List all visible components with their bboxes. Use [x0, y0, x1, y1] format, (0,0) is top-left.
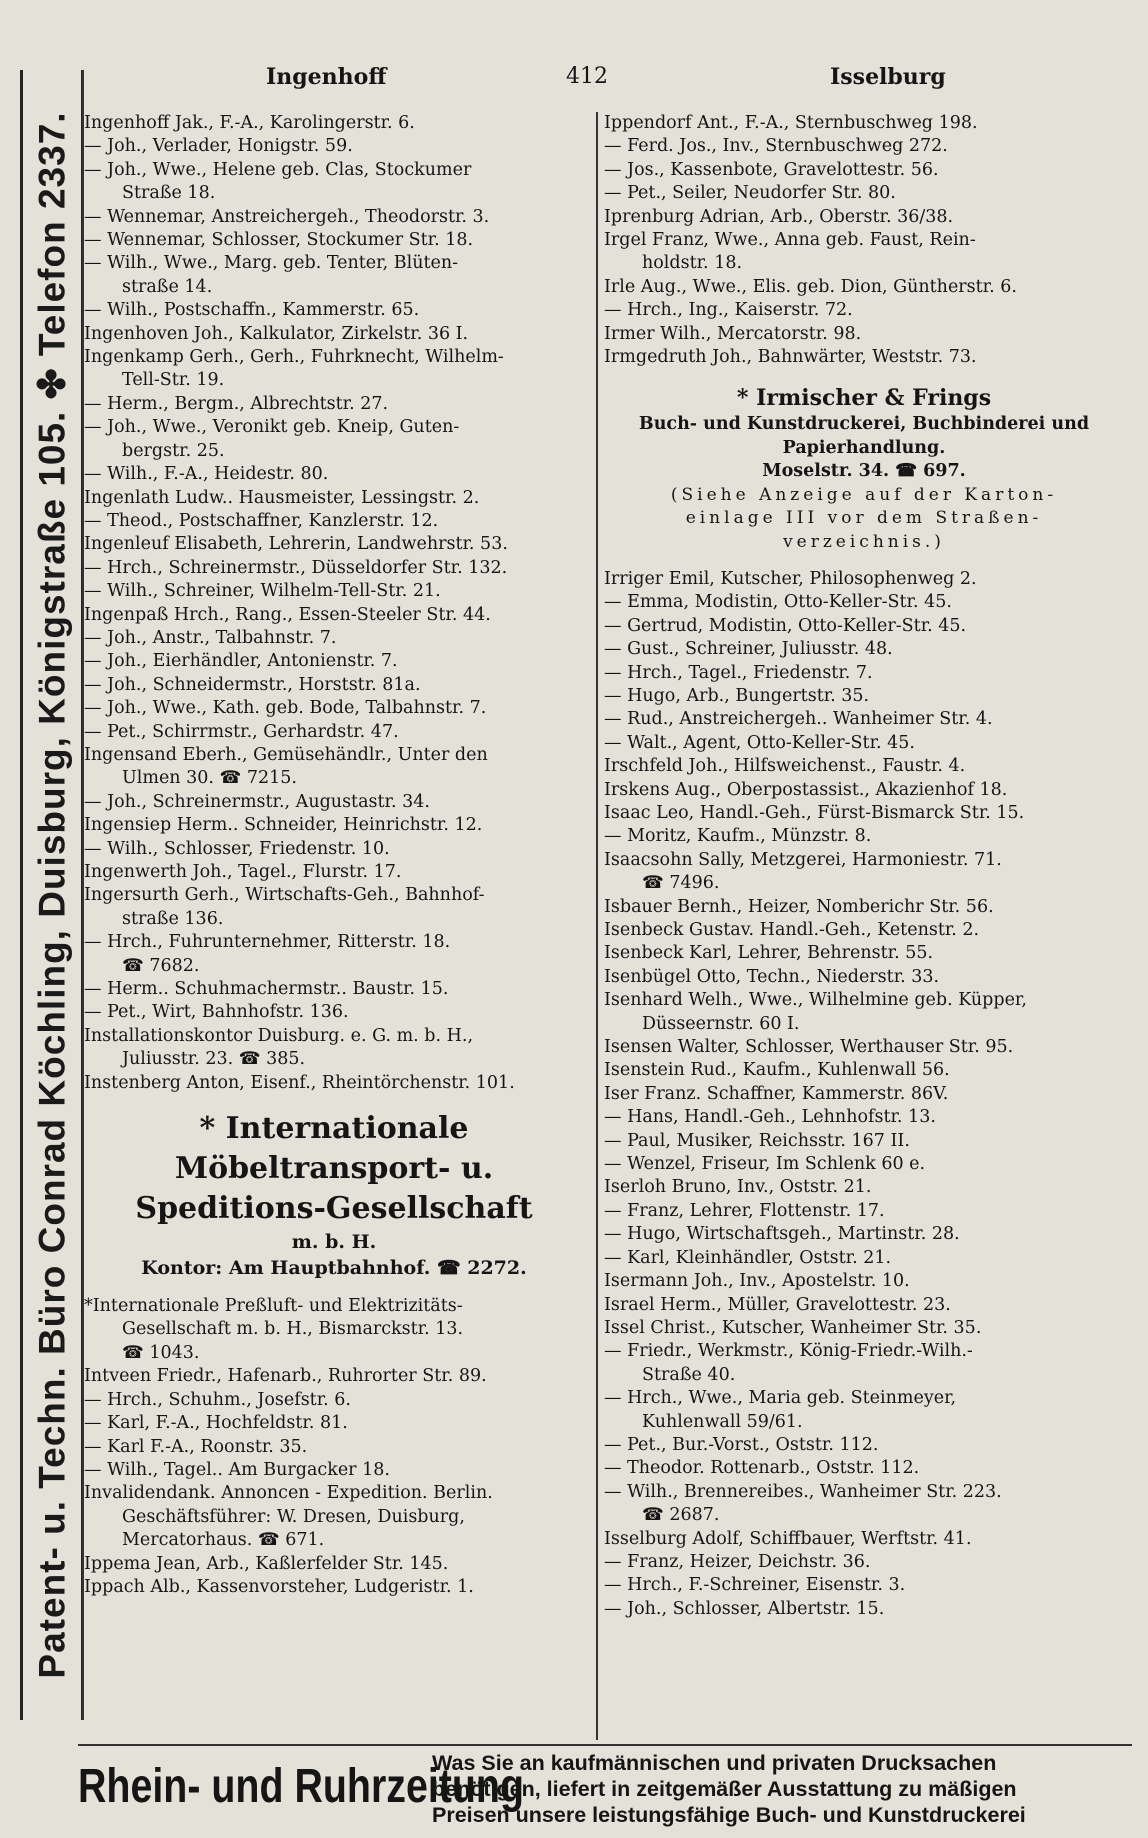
directory-entry: Irschfeld Joh., Hilfsweichenst., Faustr. 4.	[604, 756, 966, 777]
directory-entry: Isenbeck Karl, Lehrer, Behrenstr. 55.	[604, 943, 934, 964]
directory-entry: Ingenpaß Hrch., Rang., Essen-Steeler Str. 44.	[84, 604, 491, 625]
column-divider	[596, 112, 598, 1740]
directory-entry: Juliusstr. 23. ☎ 385.	[122, 1049, 306, 1070]
directory-entry: — Joh., Verlader, Honigstr. 59.	[84, 136, 353, 157]
directory-entry: — Hugo, Arb., Bungertstr. 35.	[604, 685, 870, 706]
right-entry-list-2	[604, 568, 1124, 1621]
directory-entry: Isselburg Adolf, Schiffbauer, Werftstr. 41.	[604, 1528, 972, 1549]
directory-entry: Ingensiep Herm.. Schneider, Heinrichstr. 12.	[84, 815, 483, 836]
directory-entry: — Hrch., Fuhrunternehmer, Ritterstr. 18.	[84, 932, 451, 953]
directory-entry: — Herm.. Schuhmachermstr.. Baustr. 15.	[84, 979, 449, 1000]
right-ad-line: * Irmischer & Frings	[736, 385, 992, 412]
directory-entry: — Walt., Agent, Otto-Keller-Str. 45.	[604, 732, 915, 753]
directory-entry: — Wilh., Wwe., Marg. geb. Tenter, Blüten-	[84, 253, 459, 274]
directory-entry: Iserloh Bruno, Inv., Oststr. 21.	[604, 1177, 872, 1198]
directory-entry: Instenberg Anton, Eisenf., Rheintörchenstr. 101.	[84, 1072, 515, 1093]
directory-entry: — Joh., Eierhändler, Antonienstr. 7.	[84, 651, 398, 672]
directory-entry: ☎ 1043.	[122, 1342, 200, 1363]
directory-entry: — Hrch., Tagel., Friedenstr. 7.	[604, 662, 873, 683]
directory-entry: — Wennemar, Schlosser, Stockumer Str. 18.	[84, 230, 474, 251]
side-ad-text: Patent- u. Techn. Büro Conrad Köchling, Duisburg, Königstraße 105. ✤ Telefon 2337.	[31, 111, 73, 1679]
directory-entry: — Hrch., F.-Schreiner, Eisenstr. 3.	[604, 1575, 906, 1596]
directory-entry: — Franz, Lehrer, Flottenstr. 17.	[604, 1200, 885, 1221]
directory-entry: — Hrch., Ing., Kaiserstr. 72.	[604, 300, 853, 321]
directory-entry: — Joh., Schneidermstr., Horststr. 81a.	[84, 674, 421, 695]
directory-entry: ☎ 7682.	[122, 955, 200, 976]
directory-entry: — Joh., Schlosser, Albertstr. 15.	[604, 1598, 885, 1619]
directory-entry: Ingenlath Ludw.. Hausmeister, Lessingstr. 2.	[84, 487, 480, 508]
directory-entry: Isbauer Bernh., Heizer, Nomberichr Str. 56.	[604, 896, 994, 917]
directory-entry: — Ferd. Jos., Inv., Sternbuschweg 272.	[604, 136, 948, 157]
directory-entry: Installationskontor Duisburg. e. G. m. b. H.,	[84, 1025, 474, 1046]
directory-entry: Straße 18.	[122, 183, 216, 204]
directory-entry: Geschäftsführer: W. Dresen, Duisburg,	[122, 1506, 465, 1527]
directory-entry: — Moritz, Kaufm., Münzstr. 8.	[604, 826, 872, 847]
directory-entry: Kuhlenwall 59/61.	[642, 1411, 803, 1432]
directory-entry: Israel Herm., Müller, Gravelottestr. 23.	[604, 1294, 951, 1315]
left-advertisement	[84, 1109, 584, 1281]
directory-entry: straße 136.	[122, 908, 224, 929]
bottom-advertisement	[78, 1744, 1132, 1832]
left-ad-line: Speditions-Gesellschaft	[135, 1191, 533, 1227]
directory-entry: Ingersurth Gerh., Wirtschafts-Geh., Bahnhof-	[84, 885, 485, 906]
directory-entry: Irskens Aug., Oberpostassist., Akazienhof 18.	[604, 779, 1008, 800]
directory-entry: — Karl F.-A., Roonstr. 35.	[84, 1436, 308, 1457]
directory-entry: — Pet., Wirt, Bahnhofstr. 136.	[84, 1002, 349, 1023]
directory-entry: — Joh., Wwe., Helene geb. Clas, Stockumer	[84, 159, 472, 180]
header-left-keyword: Ingenhoff	[266, 64, 387, 90]
right-ad-line: Buch- und Kunstdruckerei, Buchbinderei und	[638, 414, 1090, 435]
right-entry-list	[604, 112, 1124, 369]
directory-entry: Irmgedruth Joh., Bahnwärter, Weststr. 73.	[604, 347, 977, 368]
directory-entry: — Hrch., Schreinermstr., Düsseldorfer Str. 132.	[84, 557, 508, 578]
newspaper-logo: Rhein- und Ruhrzeitung	[78, 1760, 525, 1813]
right-ad-line: Papierhandlung.	[782, 437, 946, 458]
directory-entry: Invalidendank. Annoncen - Expedition. Berlin.	[84, 1483, 493, 1504]
directory-entry: — Rud., Anstreichergeh.. Wanheimer Str. 4.	[604, 709, 993, 730]
right-advertisement	[604, 383, 1124, 553]
directory-entry: Iser Franz. Schaffner, Kammerstr. 86V.	[604, 1083, 949, 1104]
directory-entry: Isaacsohn Sally, Metzgerei, Harmoniestr. 71.	[604, 849, 1002, 870]
directory-entry: — Joh., Wwe., Veronikt geb. Kneip, Guten-	[84, 417, 460, 438]
bottom-ad-text	[432, 1750, 1132, 1828]
directory-entry: Irmer Wilh., Mercatorstr. 98.	[604, 323, 862, 344]
directory-entry: Mercatorhaus. ☎ 671.	[122, 1530, 325, 1551]
left-ad-line: Möbeltransport- u.	[174, 1151, 494, 1187]
left-ad-line: Kontor: Am Hauptbahnhof. ☎ 2272.	[141, 1257, 527, 1280]
directory-entry: — Theod., Postschaffner, Kanzlerstr. 12.	[84, 510, 439, 531]
directory-entry: — Gust., Schreiner, Juliusstr. 48.	[604, 639, 893, 660]
directory-entry: Irriger Emil, Kutscher, Philosophenweg 2.	[604, 568, 977, 589]
directory-entry: — Hans, Handl.-Geh., Lehnhofstr. 13.	[604, 1107, 936, 1128]
directory-entry: — Wilh., Postschaffn., Kammerstr. 65.	[84, 300, 420, 321]
right-column	[604, 112, 1124, 1621]
left-column	[84, 112, 584, 1599]
directory-entry: — Hrch., Wwe., Maria geb. Steinmeyer,	[604, 1388, 957, 1409]
right-ad-line: (Siehe Anzeige auf der Karton-	[670, 484, 1058, 505]
directory-entry: — Wennemar, Anstreichergeh., Theodorstr. 3.	[84, 206, 490, 227]
directory-entry: — Wilh., Schreiner, Wilhelm-Tell-Str. 21.	[84, 581, 441, 602]
directory-entry: — Karl, F.-A., Hochfeldstr. 81.	[84, 1413, 348, 1434]
left-ad-line: m. b. H.	[291, 1231, 377, 1254]
directory-entry: Ingensand Eberh., Gemüsehändlr., Unter den	[84, 744, 488, 765]
directory-entry: holdstr. 18.	[642, 253, 743, 274]
directory-entry: — Pet., Seiler, Neudorfer Str. 80.	[604, 183, 896, 204]
directory-entry: Ippema Jean, Arb., Kaßlerfelder Str. 145.	[84, 1553, 449, 1574]
directory-entry: bergstr. 25.	[122, 440, 225, 461]
left-entry-list-2	[84, 1295, 584, 1599]
directory-entry: — Joh., Wwe., Kath. geb. Bode, Talbahnstr. 7.	[84, 698, 487, 719]
directory-entry: — Wenzel, Friseur, Im Schlenk 60 e.	[604, 1154, 926, 1175]
directory-entry: Gesellschaft m. b. H., Bismarckstr. 13.	[122, 1319, 464, 1340]
directory-entry: straße 14.	[122, 276, 213, 297]
directory-entry: Iprenburg Adrian, Arb., Oberstr. 36/38.	[604, 206, 954, 227]
directory-entry: — Friedr., Werkmstr., König-Friedr.-Wilh.-	[604, 1341, 973, 1362]
directory-entry: Isermann Joh., Inv., Apostelstr. 10.	[604, 1271, 910, 1292]
left-ad-line: * Internationale	[199, 1111, 469, 1147]
directory-entry: — Joh., Anstr., Talbahnstr. 7.	[84, 627, 337, 648]
directory-entry: — Karl, Kleinhändler, Oststr. 21.	[604, 1247, 892, 1268]
directory-entry: Ingenwerth Joh., Tagel., Flurstr. 17.	[84, 862, 402, 882]
directory-entry: ☎ 7496.	[642, 873, 720, 894]
directory-entry: Irle Aug., Wwe., Elis. geb. Dion, Güntherstr. 6.	[604, 276, 1017, 297]
directory-entry: Tell-Str. 19.	[122, 370, 225, 391]
directory-entry: Ingenhoven Joh., Kalkulator, Zirkelstr. 36 I.	[84, 323, 469, 344]
directory-entry: — Jos., Kassenbote, Gravelottestr. 56.	[604, 159, 939, 180]
directory-entry: — Hrch., Schuhm., Josefstr. 6.	[84, 1389, 351, 1410]
page-number: 412	[566, 64, 608, 89]
header-right-keyword: Isselburg	[830, 64, 946, 90]
directory-entry: — Herm., Bergm., Albrechtstr. 27.	[84, 393, 389, 414]
directory-entry: — Wilh., Schlosser, Friedenstr. 10.	[84, 838, 390, 859]
bottom-ad-line: Preisen unsere leistungsfähige Buch- und Kunstdruckerei	[432, 1803, 1026, 1827]
directory-entry: Ulmen 30. ☎ 7215.	[122, 768, 297, 789]
left-entry-list	[84, 112, 584, 1095]
directory-entry: Düsseernstr. 60 I.	[642, 1013, 800, 1034]
directory-entry: — Wilh., Tagel.. Am Burgacker 18.	[84, 1459, 390, 1480]
directory-entry: Isenhard Welh., Wwe., Wilhelmine geb. Küpper,	[604, 990, 1027, 1011]
directory-entry: Ingenhoff Jak., F.-A., Karolingerstr. 6.	[84, 113, 415, 133]
directory-entry: — Theodor. Rottenarb., Oststr. 112.	[604, 1458, 920, 1479]
directory-entry: — Pet., Schirrmstr., Gerhardstr. 47.	[84, 721, 399, 742]
directory-entry: Ippendorf Ant., F.-A., Sternbuschweg 198.	[604, 113, 978, 133]
directory-entry: Isenstein Rud., Kaufm., Kuhlenwall 56.	[604, 1060, 950, 1081]
right-ad-line: verzeichnis.)	[783, 531, 945, 552]
right-ad-line: Moselstr. 34. ☎ 697.	[762, 461, 966, 482]
directory-entry: — Gertrud, Modistin, Otto-Keller-Str. 45.	[604, 615, 967, 636]
directory-entry: Isaac Leo, Handl.-Geh., Fürst-Bismarck Str. 15.	[604, 802, 1025, 823]
directory-entry: Ippach Alb., Kassenvorsteher, Ludgeristr. 1.	[84, 1576, 474, 1597]
directory-entry: Straße 40.	[642, 1364, 736, 1385]
directory-entry: — Pet., Bur.-Vorst., Oststr. 112.	[604, 1434, 879, 1455]
directory-entry: Irgel Franz, Wwe., Anna geb. Faust, Rein-	[604, 230, 976, 251]
directory-entry: Ingenkamp Gerh., Gerh., Fuhrknecht, Wilhelm-	[84, 347, 504, 368]
directory-entry: Intveen Friedr., Hafenarb., Ruhrorter Str. 89.	[84, 1366, 487, 1387]
right-ad-line: einlage III vor dem Straßen-	[685, 508, 1043, 529]
directory-entry: — Wilh., F.-A., Heidestr. 80.	[84, 464, 329, 485]
side-advertisement	[20, 70, 84, 1720]
directory-entry: Ingenleuf Elisabeth, Lehrerin, Landwehrstr. 53.	[84, 534, 508, 555]
directory-entry: — Joh., Schreinermstr., Augustastr. 34.	[84, 791, 430, 812]
directory-entry: — Hugo, Wirtschaftsgeh., Martinstr. 28.	[604, 1224, 960, 1245]
directory-entry: Issel Christ., Kutscher, Wanheimer Str. 35.	[604, 1317, 982, 1338]
directory-entry: Isenbügel Otto, Techn., Niederstr. 33.	[604, 966, 940, 987]
directory-entry: — Franz, Heizer, Deichstr. 36.	[604, 1551, 871, 1572]
directory-entry: *Internationale Preßluft- und Elektrizitäts-	[84, 1296, 463, 1317]
bottom-ad-line: benötigen, liefert in zeitgemäßer Ausstattung zu mäßigen	[432, 1777, 1017, 1801]
directory-entry: — Emma, Modistin, Otto-Keller-Str. 45.	[604, 592, 952, 613]
directory-entry: ☎ 2687.	[642, 1505, 720, 1526]
directory-entry: Isenbeck Gustav. Handl.-Geh., Ketenstr. 2.	[604, 920, 980, 940]
directory-entry: Isensen Walter, Schlosser, Werthauser Str. 95.	[604, 1037, 1014, 1058]
directory-entry: — Paul, Musiker, Reichsstr. 167 II.	[604, 1130, 910, 1151]
directory-entry: — Wilh., Brennereibes., Wanheimer Str. 223.	[604, 1481, 1002, 1502]
bottom-ad-line: Was Sie an kaufmännischen und privaten Drucksachen	[432, 1751, 997, 1775]
